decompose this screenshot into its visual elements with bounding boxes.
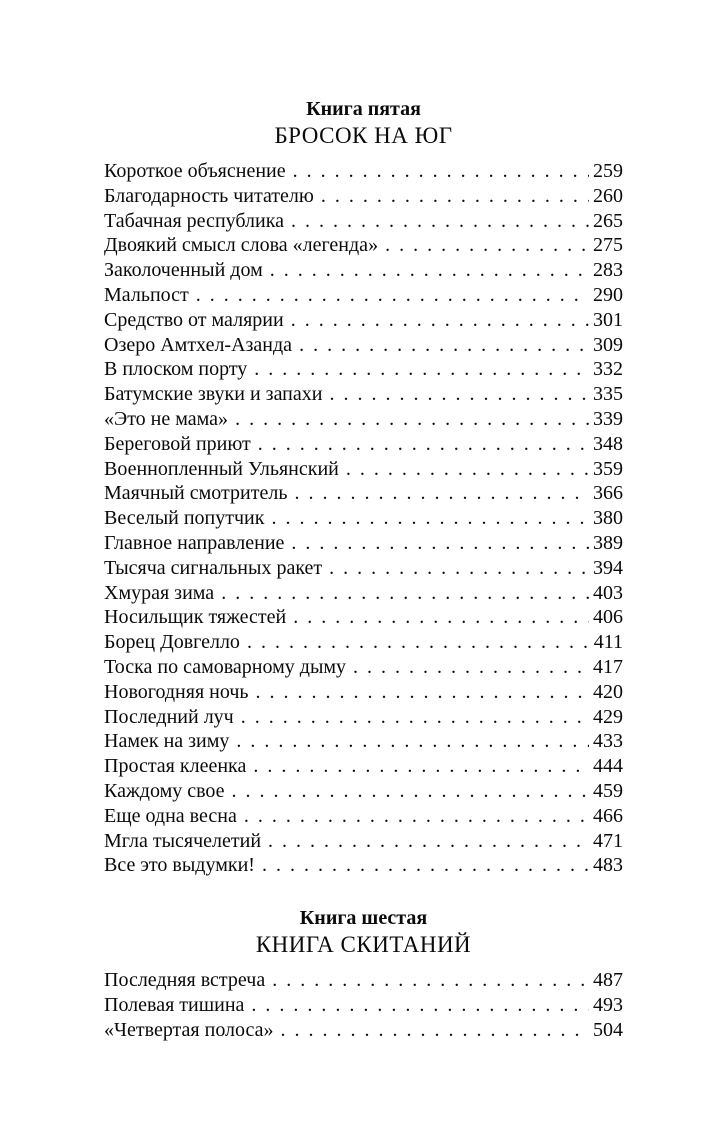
dot-leader [236, 729, 589, 754]
toc-entry-page: 335 [593, 383, 623, 406]
toc-entry-page: 493 [593, 993, 623, 1016]
toc-entry [104, 382, 623, 407]
toc-entry [104, 258, 623, 283]
toc-entry-page: 429 [593, 705, 623, 728]
dot-leader [232, 779, 589, 804]
dot-leader [272, 968, 589, 993]
toc-entry [104, 233, 623, 258]
dot-leader [291, 531, 589, 556]
toc-entry-title: Новогодняя ночь [104, 680, 249, 703]
toc-entry [104, 481, 623, 506]
toc-entry-page: 259 [593, 160, 623, 182]
toc-entry [104, 729, 623, 754]
toc-section [104, 906, 623, 1042]
toc-entry [104, 556, 623, 581]
dot-leader [271, 506, 589, 531]
toc-entry-title: Носильщик тяжестей [104, 606, 287, 629]
toc-entry [104, 184, 623, 209]
toc-entry-title: Мгла тысячелетий [104, 829, 262, 852]
toc-entry-page: 466 [593, 804, 623, 827]
toc-entry-title: Береговой приют [104, 432, 251, 455]
toc-entry-page: 406 [593, 606, 623, 629]
part-title: БРОСОК НА ЮГ [274, 123, 453, 148]
dot-leader [385, 233, 589, 258]
toc-entry-title: Военнопленный Ульянский [104, 457, 339, 480]
toc-entry [104, 432, 623, 457]
dot-leader [258, 432, 589, 457]
toc-entry-page: 403 [593, 581, 623, 604]
toc-entry-title: Борец Довгелло [104, 631, 240, 654]
dot-leader [321, 184, 589, 209]
toc-entry [104, 283, 623, 308]
toc-entry-title: Благодарность читателю [104, 184, 314, 207]
toc-entry [104, 655, 623, 680]
toc-entry-title: Простая клеенка [104, 755, 247, 778]
toc-entry [104, 968, 623, 993]
toc-entry [104, 159, 623, 184]
toc-list [104, 968, 623, 1042]
dot-leader [196, 283, 589, 308]
toc-entry-page: 420 [593, 680, 623, 703]
toc-entry-page: 380 [593, 507, 623, 530]
toc-entry-title: Каждому свое [104, 779, 225, 802]
toc-entry-title: Намек на зиму [104, 730, 230, 753]
toc-entry-page: 332 [593, 358, 623, 381]
dot-leader [244, 804, 589, 829]
toc-list [104, 159, 623, 878]
dot-leader [270, 258, 589, 283]
dot-leader [329, 382, 589, 407]
toc-entry-title: Полевая тишина [104, 993, 245, 1016]
toc-entry-page: 301 [593, 308, 623, 331]
toc-entry [104, 779, 623, 804]
toc-entry-page: 487 [593, 969, 623, 992]
toc-entry-page: 275 [593, 234, 623, 257]
toc-entry [104, 804, 623, 829]
toc-entry [104, 581, 623, 606]
toc-entry-title: Последний луч [104, 705, 234, 728]
toc-entry [104, 209, 623, 234]
book-heading: Книга шестая [299, 907, 428, 930]
toc-entry-page: 444 [593, 755, 623, 778]
toc-entry-title: Хмурая зима [104, 581, 215, 604]
toc-entry-title: Средство от малярии [104, 308, 284, 331]
dot-leader [253, 754, 589, 779]
toc-entry [104, 853, 623, 878]
dot-leader [268, 829, 589, 854]
dot-leader [293, 605, 589, 630]
toc-section [104, 97, 623, 878]
toc-entry-page: 471 [593, 829, 623, 852]
toc-entry-title: Батумские звуки и запахи [104, 383, 323, 406]
dot-leader [256, 680, 589, 705]
toc-entry-page: 366 [593, 482, 623, 505]
toc-entry-title: Мальпост [104, 283, 189, 306]
toc-entry [104, 680, 623, 705]
toc-entry [104, 308, 623, 333]
dot-leader [346, 457, 589, 482]
toc-entry [104, 705, 623, 730]
toc-entry [104, 605, 623, 630]
dot-leader [291, 209, 589, 234]
toc-entry-title: «Это не мама» [104, 407, 229, 430]
toc-entry [104, 829, 623, 854]
toc-entry-page: 348 [593, 432, 623, 455]
toc-entry-title: Тысяча сигнальных ракет [104, 556, 323, 579]
toc-entry-title: Все это выдумки! [104, 854, 255, 877]
dot-leader [281, 1018, 589, 1043]
toc-entry [104, 333, 623, 358]
dot-leader [262, 853, 589, 878]
book-heading: Книга пятая [306, 98, 421, 120]
toc-entry-page: 339 [593, 407, 623, 430]
toc-entry [104, 506, 623, 531]
toc-entry-page: 417 [593, 655, 623, 678]
toc-entry [104, 531, 623, 556]
toc-entry-page: 483 [593, 854, 623, 877]
toc-entry-page: 260 [593, 184, 623, 207]
dot-leader [241, 705, 589, 730]
toc-entry-title: Двоякий смысл слова «легенда» [104, 234, 379, 257]
toc-entry-page: 283 [593, 259, 623, 282]
toc-entry-page: 359 [593, 457, 623, 480]
toc-entry [104, 754, 623, 779]
dot-leader [299, 333, 589, 358]
toc-entry-page: 459 [593, 779, 623, 802]
dot-leader [294, 481, 589, 506]
toc-entry-title: Короткое объяснение [104, 160, 286, 182]
dot-leader [221, 581, 589, 606]
toc-entry-page: 389 [593, 531, 623, 554]
dot-leader [251, 993, 589, 1018]
toc-entry-title: Табачная республика [104, 209, 285, 232]
toc-entry-page: 504 [593, 1018, 623, 1041]
toc-entry [104, 1018, 623, 1043]
toc-entry-title: В плоском порту [104, 358, 248, 381]
dot-leader [291, 308, 589, 333]
toc-entry-title: Тоска по самоварному дыму [104, 655, 347, 678]
dot-leader [254, 357, 589, 382]
toc-entry [104, 993, 623, 1018]
dot-leader [329, 556, 589, 581]
toc-entry-title: Веселый попутчик [104, 507, 265, 530]
toc-entry-page: 411 [593, 631, 623, 654]
toc-entry [104, 357, 623, 382]
part-title: КНИГА СКИТАНИЙ [255, 932, 472, 958]
dot-leader [353, 655, 589, 680]
toc-entry-page: 309 [593, 333, 623, 356]
dot-leader [293, 159, 589, 184]
toc-entry [104, 457, 623, 482]
toc-entry [104, 407, 623, 432]
toc-entry-page: 290 [593, 283, 623, 306]
toc-entry-page: 433 [593, 730, 623, 753]
toc-entry-title: Главное направление [104, 531, 285, 554]
toc-entry-title: Еще одна весна [104, 804, 237, 827]
dot-leader [235, 407, 589, 432]
toc-entry-title: Последняя встреча [104, 969, 266, 992]
toc-entry [104, 630, 623, 655]
toc-entry-title: Озеро Амтхел-Азанда [104, 333, 293, 356]
toc-entry-title: Заколоченный дом [104, 259, 263, 282]
dot-leader [247, 630, 590, 655]
toc-entry-page: 394 [593, 556, 623, 579]
toc-entry-title: «Четвертая полоса» [104, 1018, 274, 1041]
toc-entry-page: 265 [593, 209, 623, 232]
toc-entry-title: Маячный смотритель [104, 482, 288, 505]
